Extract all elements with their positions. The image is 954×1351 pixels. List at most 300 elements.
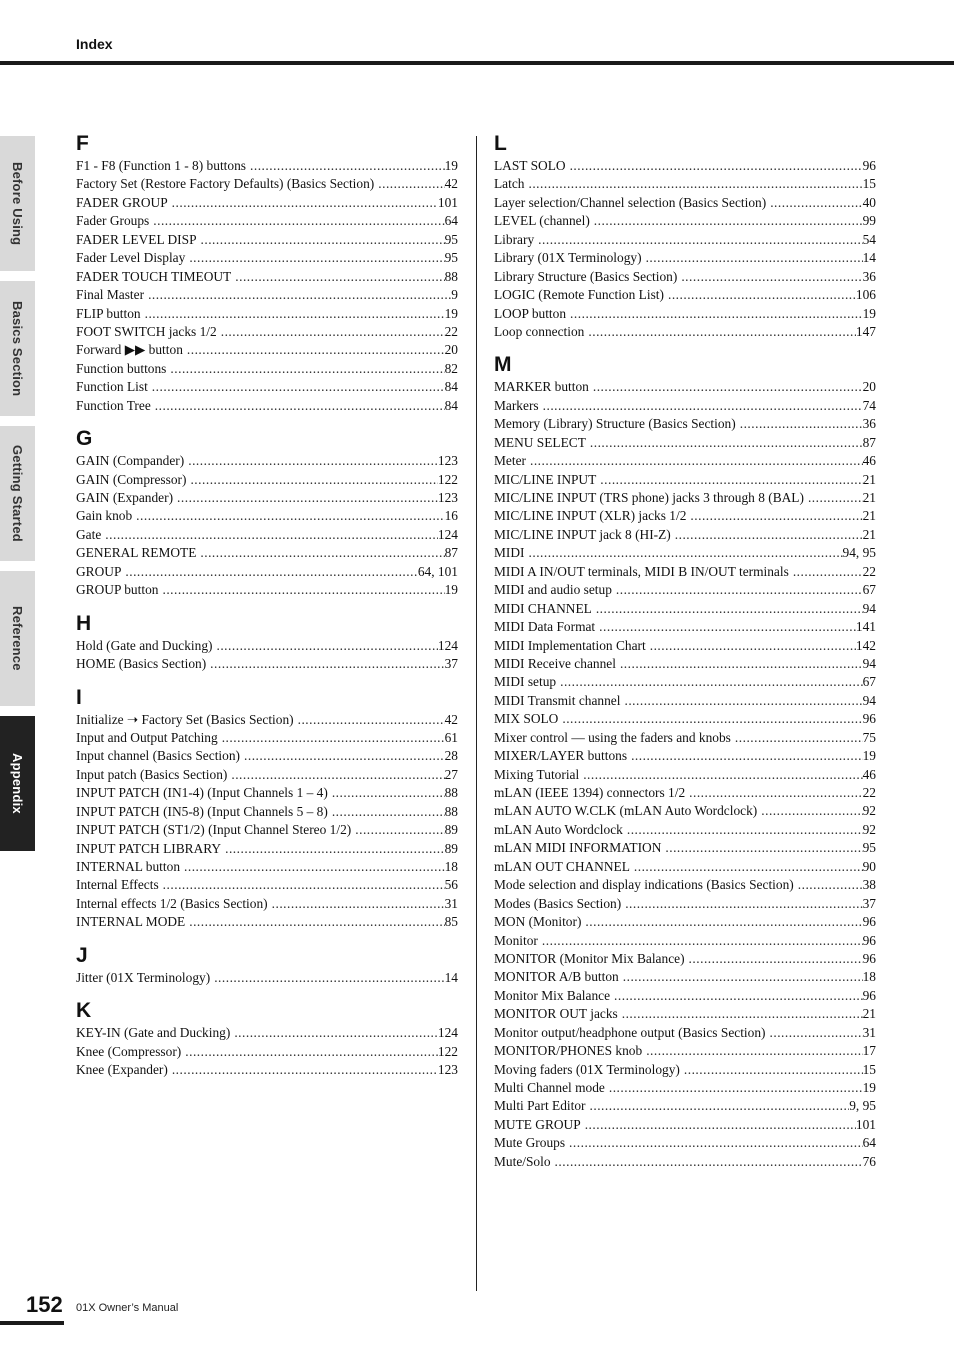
- entry-page-ref[interactable]: 36: [862, 268, 876, 284]
- index-entry: [76, 526, 458, 544]
- entry-term: INPUT PATCH LIBRARY: [76, 840, 222, 856]
- entry-page-ref[interactable]: 123: [437, 453, 458, 469]
- dot-leader: [235, 268, 444, 286]
- entry-term: MARKER button: [494, 379, 589, 395]
- index-entry: [494, 968, 876, 986]
- dot-leader: [622, 1005, 863, 1023]
- dot-leader: [583, 766, 862, 784]
- dot-leader: [560, 673, 863, 691]
- entry-page-ref[interactable]: 99: [862, 213, 876, 229]
- dot-leader: [740, 415, 863, 433]
- index-entry: [76, 913, 458, 931]
- entry-term: MONITOR/PHONES knob: [494, 1043, 643, 1059]
- entry-page-ref[interactable]: 19: [862, 748, 876, 764]
- entry-page-ref[interactable]: 124: [437, 526, 458, 542]
- section-letter: H: [76, 611, 92, 635]
- index-entry: [494, 1134, 876, 1152]
- entry-term: MIDI setup: [494, 674, 557, 690]
- dot-leader: [136, 507, 444, 525]
- entry-page-ref[interactable]: 17: [862, 1043, 876, 1059]
- chapter-tab-basics-section[interactable]: [0, 281, 35, 416]
- entry-term: GAIN (Compander): [76, 453, 185, 469]
- entry-page-ref[interactable]: 9: [451, 287, 458, 303]
- index-entry: [494, 1116, 876, 1134]
- index-entry: [494, 802, 876, 820]
- entry-term: FADER LEVEL DISP: [76, 231, 197, 247]
- entry-term: LEVEL (channel): [494, 213, 590, 229]
- dot-leader: [155, 397, 445, 415]
- entry-page-ref[interactable]: 74: [862, 397, 876, 413]
- entry-page-ref[interactable]: 16: [444, 508, 458, 524]
- dot-leader: [189, 249, 444, 267]
- dot-leader: [538, 231, 862, 249]
- dot-leader: [634, 858, 863, 876]
- entry-page-ref[interactable]: 76: [862, 1153, 876, 1169]
- entry-page-ref[interactable]: 96: [862, 932, 876, 948]
- dot-leader: [609, 1079, 863, 1097]
- dot-leader: [770, 194, 862, 212]
- entry-page-ref[interactable]: 124: [437, 1025, 458, 1041]
- chapter-tab-before-using[interactable]: [0, 136, 35, 271]
- entry-page-ref[interactable]: 19: [444, 158, 458, 173]
- index-entry: [494, 1005, 876, 1023]
- column-divider: [476, 136, 477, 1291]
- entry-page-ref[interactable]: 42: [444, 176, 458, 192]
- dot-leader: [214, 969, 444, 987]
- index-entry: [76, 563, 458, 581]
- dot-leader: [594, 212, 863, 230]
- section-letter: G: [76, 427, 93, 451]
- dot-leader: [593, 378, 863, 396]
- entry-term: mLAN OUT CHANNEL: [494, 858, 630, 874]
- entry-term: MONITOR OUT jacks: [494, 1006, 618, 1022]
- entry-page-ref[interactable]: 21: [862, 526, 876, 542]
- entry-page-ref[interactable]: 141: [855, 619, 876, 635]
- index-section: [494, 130, 876, 341]
- index-entry: [76, 637, 458, 655]
- dot-leader: [596, 600, 863, 618]
- index-entry: [494, 1153, 876, 1171]
- index-entry: [494, 913, 876, 931]
- dot-leader: [172, 194, 438, 212]
- entry-term: MENU SELECT: [494, 434, 586, 450]
- index-entry: [76, 1043, 458, 1061]
- dot-leader: [798, 876, 863, 894]
- index-entry: [494, 471, 876, 489]
- dot-leader: [105, 526, 438, 544]
- dot-leader: [542, 932, 863, 950]
- dot-leader: [761, 802, 862, 820]
- index-entry: [494, 600, 876, 618]
- entry-page-ref[interactable]: 88: [444, 268, 458, 284]
- index-entry: [76, 876, 458, 894]
- entry-page-ref[interactable]: 94: [862, 692, 876, 708]
- entry-term: Gate: [76, 526, 102, 542]
- index-entry: [494, 766, 876, 784]
- entry-page-ref[interactable]: 87: [862, 434, 876, 450]
- entry-page-ref[interactable]: 9, 95: [849, 1098, 876, 1114]
- entry-page-ref[interactable]: 96: [862, 950, 876, 966]
- entry-page-ref[interactable]: 101: [855, 1116, 876, 1132]
- entry-page-ref[interactable]: 15: [862, 176, 876, 192]
- entry-term: Function Tree: [76, 397, 151, 413]
- entry-term: FOOT SWITCH jacks 1/2: [76, 323, 217, 339]
- entry-term: GAIN (Expander): [76, 490, 174, 505]
- entry-page-ref[interactable]: 54: [862, 231, 876, 247]
- entry-page-ref[interactable]: 67: [862, 674, 876, 690]
- index-entry: [76, 341, 458, 359]
- dot-leader: [152, 378, 445, 396]
- chapter-tab-label: Reference: [10, 606, 25, 671]
- index-entry: [494, 305, 876, 323]
- entry-page-ref[interactable]: 82: [444, 360, 458, 376]
- dot-leader: [244, 747, 445, 765]
- index-entry: [76, 544, 458, 562]
- index-entry: [494, 821, 876, 839]
- entry-page-ref[interactable]: 61: [444, 729, 458, 745]
- index-entry: [494, 212, 876, 230]
- dot-leader: [665, 839, 862, 857]
- entry-page-ref[interactable]: 92: [862, 821, 876, 837]
- entry-page-ref[interactable]: 18: [862, 969, 876, 985]
- index-section: [494, 351, 876, 1171]
- entry-term: MIXER/LAYER buttons: [494, 748, 628, 764]
- entry-page-ref[interactable]: 88: [444, 785, 458, 801]
- entry-term: MIC/LINE INPUT (TRS phone) jacks 3 through 8 (BAL): [494, 490, 804, 505]
- entry-page-ref[interactable]: 64: [444, 213, 458, 229]
- entry-term: GAIN (Compressor): [76, 471, 187, 487]
- entry-page-ref[interactable]: 20: [444, 342, 458, 358]
- entry-page-ref[interactable]: 46: [862, 766, 876, 782]
- chapter-tab-label: Basics Section: [10, 300, 25, 397]
- index-entry: [494, 268, 876, 286]
- entry-term: Function List: [76, 379, 148, 395]
- entry-term: INTERNAL button: [76, 859, 181, 874]
- index-entry: [76, 803, 458, 821]
- entry-term: Monitor Mix Balance: [494, 987, 611, 1003]
- dot-leader: [675, 526, 863, 544]
- entry-page-ref[interactable]: 96: [862, 914, 876, 930]
- index-entry: [494, 415, 876, 433]
- dot-leader: [689, 784, 862, 802]
- entry-term: MON (Monitor): [494, 914, 582, 930]
- entry-page-ref[interactable]: 95: [444, 250, 458, 266]
- entry-page-ref[interactable]: 22: [862, 785, 876, 800]
- entry-term: MIDI Data Format: [494, 619, 596, 635]
- index-section: [76, 684, 458, 932]
- manual-title: 01X Owner’s Manual: [76, 1302, 179, 1314]
- index-entry: [494, 747, 876, 765]
- index-entry: [494, 194, 876, 212]
- index-entry: [76, 766, 458, 784]
- dot-leader: [225, 840, 445, 858]
- entry-page-ref[interactable]: 89: [444, 840, 458, 856]
- index-entry: [494, 452, 876, 470]
- dot-leader: [614, 987, 863, 1005]
- dot-leader: [177, 489, 438, 507]
- entry-page-ref[interactable]: 19: [444, 582, 458, 598]
- entry-page-ref[interactable]: 88: [444, 803, 458, 819]
- index-entry: [76, 969, 458, 987]
- section-letter: I: [76, 685, 82, 709]
- entry-page-ref[interactable]: 67: [862, 582, 876, 598]
- index-entry: [76, 711, 458, 729]
- entry-page-ref[interactable]: 95: [862, 840, 876, 856]
- dot-leader: [616, 581, 863, 599]
- entry-term: Library: [494, 231, 535, 247]
- entry-term: Layer selection/Channel selection (Basics Section): [494, 194, 767, 210]
- index-entry: [494, 489, 876, 507]
- index-entry: [494, 637, 876, 655]
- entry-term: Mute Groups: [494, 1135, 566, 1151]
- dot-leader: [627, 821, 863, 839]
- entry-page-ref[interactable]: 37: [862, 895, 876, 911]
- chapter-tab-reference[interactable]: [0, 571, 35, 706]
- entry-page-ref[interactable]: 84: [444, 379, 458, 395]
- dot-leader: [689, 950, 863, 968]
- entry-page-ref[interactable]: 19: [444, 305, 458, 321]
- entry-term: Library Structure (Basics Section): [494, 268, 678, 284]
- entry-page-ref[interactable]: 27: [444, 766, 458, 782]
- entry-page-ref[interactable]: 95: [444, 231, 458, 247]
- entry-page-ref[interactable]: 56: [444, 877, 458, 893]
- index-entry: [494, 581, 876, 599]
- entry-term: LOOP button: [494, 305, 567, 321]
- dot-leader: [625, 895, 862, 913]
- dot-leader: [590, 1097, 850, 1115]
- index-entry: [76, 452, 458, 470]
- entry-page-ref[interactable]: 21: [862, 1006, 876, 1022]
- entry-term: GENERAL REMOTE: [76, 545, 197, 561]
- entry-page-ref[interactable]: 31: [444, 895, 458, 911]
- dot-leader: [148, 286, 451, 304]
- entry-page-ref[interactable]: 14: [444, 969, 458, 985]
- entry-page-ref[interactable]: 31: [862, 1024, 876, 1040]
- entry-page-ref[interactable]: 96: [862, 158, 876, 173]
- entry-page-ref[interactable]: 94: [862, 600, 876, 616]
- dot-leader: [185, 1043, 438, 1061]
- entry-page-ref[interactable]: 123: [437, 490, 458, 505]
- entry-term: mLAN MIDI INFORMATION: [494, 840, 662, 856]
- entry-term: Factory Set (Restore Factory Defaults) (Basics Section): [76, 176, 375, 192]
- index-column-left: [76, 130, 458, 1080]
- entry-page-ref[interactable]: 87: [444, 545, 458, 561]
- index-entry: [76, 821, 458, 839]
- dot-leader: [600, 471, 862, 489]
- entry-term: Forward ▶▶ button: [76, 342, 183, 358]
- entry-term: LAST SOLO: [494, 158, 566, 173]
- entry-page-ref[interactable]: 22: [862, 563, 876, 579]
- dot-leader: [793, 563, 863, 581]
- entry-page-ref[interactable]: 46: [862, 453, 876, 469]
- index-entry: [494, 1042, 876, 1060]
- index-entry: [76, 858, 458, 876]
- entry-term: Mixing Tutorial: [494, 766, 580, 782]
- entry-term: Input patch (Basics Section): [76, 766, 228, 782]
- entry-term: Monitor output/headphone output (Basics Section): [494, 1024, 766, 1040]
- entry-term: MIDI Receive channel: [494, 655, 616, 671]
- entry-term: mLAN (IEEE 1394) connectors 1/2: [494, 785, 686, 800]
- index-entry: [494, 526, 876, 544]
- index-entry: [76, 489, 458, 507]
- dot-leader: [585, 913, 862, 931]
- index-entry: [494, 876, 876, 894]
- running-header: Index: [76, 36, 113, 52]
- dot-leader: [234, 1024, 438, 1042]
- entry-page-ref[interactable]: 28: [444, 748, 458, 764]
- entry-page-ref[interactable]: 37: [444, 656, 458, 672]
- dot-leader: [562, 710, 862, 728]
- index-entry: [494, 710, 876, 728]
- dot-leader: [216, 637, 437, 655]
- index-entry: [494, 1079, 876, 1097]
- entry-page-ref[interactable]: 21: [862, 508, 876, 524]
- entry-term: Initialize ➝ Factory Set (Basics Section): [76, 711, 294, 727]
- index-entry: [76, 194, 458, 212]
- entry-term: KEY-IN (Gate and Ducking): [76, 1025, 231, 1041]
- index-entry: [76, 323, 458, 341]
- index-entry: [494, 231, 876, 249]
- entry-page-ref[interactable]: 20: [862, 379, 876, 395]
- entry-page-ref[interactable]: 92: [862, 803, 876, 819]
- entry-page-ref[interactable]: 123: [437, 1062, 458, 1078]
- index-section: [76, 130, 458, 415]
- entry-term: INPUT PATCH (ST1/2) (Input Channel Stereo 1/2): [76, 822, 352, 838]
- entry-term: MIX SOLO: [494, 711, 559, 727]
- entry-page-ref[interactable]: 21: [862, 471, 876, 487]
- dot-leader: [808, 489, 863, 507]
- index-section: [76, 425, 458, 600]
- entry-page-ref[interactable]: 142: [855, 637, 876, 653]
- index-entry: [494, 563, 876, 581]
- dot-leader: [250, 157, 445, 175]
- dot-leader: [620, 655, 863, 673]
- index-section: [76, 610, 458, 674]
- entry-page-ref[interactable]: 84: [444, 397, 458, 413]
- index-entry: [76, 784, 458, 802]
- section-letter: L: [494, 132, 507, 155]
- entry-page-ref[interactable]: 122: [437, 471, 458, 487]
- dot-leader: [588, 323, 856, 341]
- entry-term: Knee (Expander): [76, 1062, 168, 1078]
- dot-leader: [735, 729, 863, 747]
- chapter-tab-appendix[interactable]: [0, 716, 35, 851]
- entry-term: Loop connection: [494, 323, 585, 339]
- index-entry: [76, 471, 458, 489]
- index-entry: [494, 378, 876, 396]
- entry-term: Final Master: [76, 287, 145, 303]
- index-entry: [494, 434, 876, 452]
- dot-leader: [153, 212, 444, 230]
- index-entry: [494, 323, 876, 341]
- chapter-tab-getting-started[interactable]: [0, 426, 35, 561]
- entry-page-ref[interactable]: 14: [862, 250, 876, 266]
- entry-page-ref[interactable]: 90: [862, 858, 876, 874]
- entry-page-ref[interactable]: 64, 101: [417, 563, 458, 579]
- entry-page-ref[interactable]: 147: [855, 323, 876, 339]
- entry-term: MONITOR A/B button: [494, 969, 619, 985]
- entry-page-ref[interactable]: 75: [862, 729, 876, 745]
- entry-page-ref[interactable]: 21: [862, 490, 876, 505]
- entry-page-ref[interactable]: 38: [862, 877, 876, 893]
- entry-page-ref[interactable]: 22: [444, 323, 458, 339]
- entry-page-ref[interactable]: 96: [862, 711, 876, 727]
- entry-term: Mixer control — using the faders and knobs: [494, 729, 731, 745]
- index-entry: [494, 286, 876, 304]
- dot-leader: [355, 821, 444, 839]
- entry-page-ref[interactable]: 40: [862, 194, 876, 210]
- index-entry: [494, 729, 876, 747]
- entry-page-ref[interactable]: 96: [862, 987, 876, 1003]
- entry-term: mLAN Auto Wordclock: [494, 821, 623, 837]
- index-entry: [494, 839, 876, 857]
- entry-term: Mode selection and display indications (Basics Section): [494, 877, 794, 893]
- index-entry: [494, 858, 876, 876]
- entry-term: FLIP button: [76, 305, 141, 321]
- dot-leader: [590, 434, 863, 452]
- dot-leader: [646, 1042, 862, 1060]
- index-entry: [76, 175, 458, 193]
- entry-page-ref[interactable]: 101: [437, 194, 458, 210]
- index-entry: [494, 987, 876, 1005]
- dot-leader: [668, 286, 856, 304]
- dot-leader: [378, 175, 444, 193]
- index-entry: [76, 507, 458, 525]
- entry-term: Markers: [494, 397, 539, 413]
- entry-page-ref[interactable]: 122: [437, 1043, 458, 1059]
- entry-term: MIDI CHANNEL: [494, 600, 592, 616]
- entry-page-ref[interactable]: 18: [444, 859, 458, 874]
- entry-page-ref[interactable]: 124: [437, 637, 458, 653]
- index-entry: [494, 784, 876, 802]
- entry-term: Fader Level Display: [76, 250, 186, 266]
- dot-leader: [623, 968, 863, 986]
- entry-term: MIDI Implementation Chart: [494, 637, 646, 653]
- entry-term: Internal Effects: [76, 877, 159, 893]
- index-section: [76, 997, 458, 1079]
- entry-page-ref[interactable]: 85: [444, 914, 458, 930]
- entry-page-ref[interactable]: 19: [862, 305, 876, 321]
- entry-term: MUTE GROUP: [494, 1116, 581, 1132]
- entry-page-ref[interactable]: 15: [862, 1061, 876, 1077]
- dot-leader: [624, 692, 862, 710]
- header-rule: [0, 61, 954, 65]
- dot-leader: [272, 895, 445, 913]
- entry-term: Function buttons: [76, 360, 167, 376]
- chapter-tab-label: Getting Started: [10, 445, 25, 542]
- index-entry: [76, 747, 458, 765]
- dot-leader: [187, 341, 445, 359]
- entry-page-ref[interactable]: 89: [444, 822, 458, 838]
- entry-term: MIC/LINE INPUT (XLR) jacks 1/2: [494, 508, 687, 524]
- entry-term: Modes (Basics Section): [494, 895, 622, 911]
- index-entry: [76, 231, 458, 249]
- entry-page-ref[interactable]: 94: [862, 655, 876, 671]
- entry-page-ref[interactable]: 64: [862, 1135, 876, 1151]
- dot-leader: [690, 507, 862, 525]
- entry-term: Library (01X Terminology): [494, 250, 642, 266]
- entry-page-ref[interactable]: 94, 95: [842, 545, 876, 561]
- entry-page-ref[interactable]: 106: [855, 287, 876, 303]
- entry-term: mLAN AUTO W.CLK (mLAN Auto Wordclock): [494, 803, 758, 819]
- entry-page-ref[interactable]: 36: [862, 416, 876, 432]
- index-entry: [76, 581, 458, 599]
- entry-page-ref[interactable]: 42: [444, 711, 458, 727]
- entry-term: GROUP: [76, 563, 122, 579]
- section-letter: J: [76, 943, 88, 967]
- index-entry: [76, 655, 458, 673]
- entry-page-ref[interactable]: 19: [862, 1080, 876, 1095]
